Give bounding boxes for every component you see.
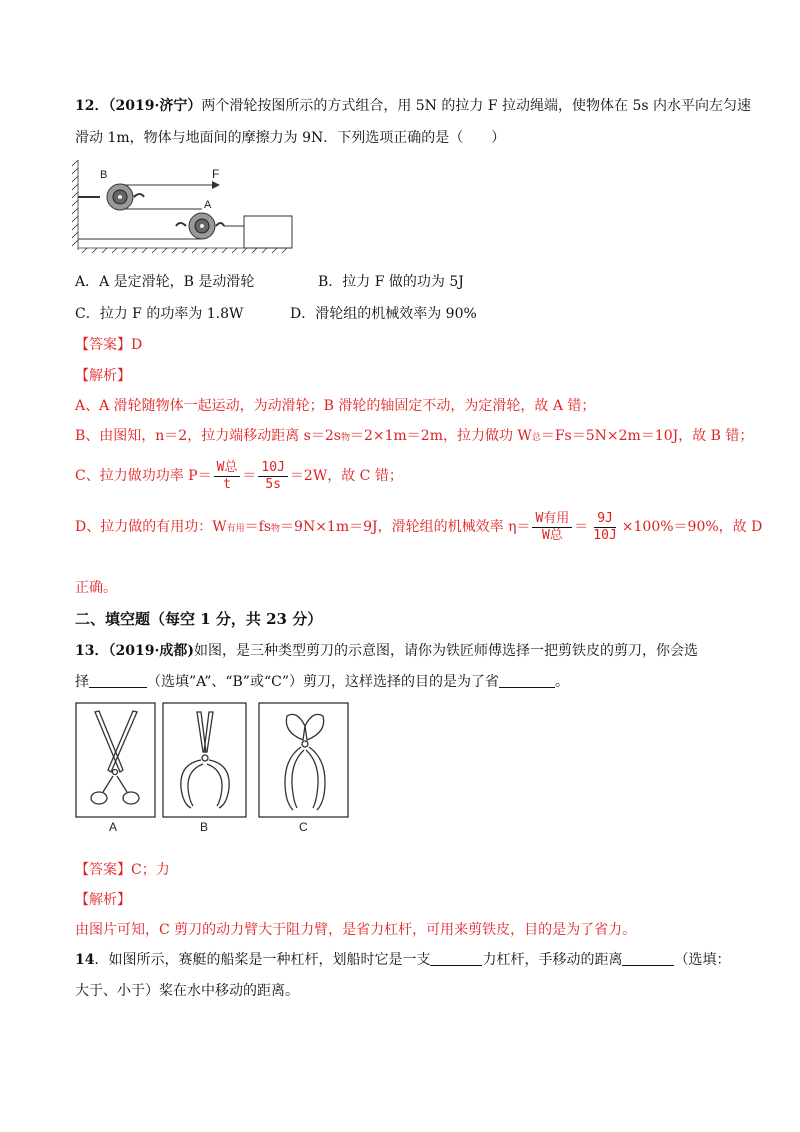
- q12-analysis-d-end: 正确。: [75, 580, 117, 596]
- efficiency-fraction-2: [590, 511, 619, 544]
- q12-text1: 两个滑轮按图所示的方式组合，用 5N 的拉力 F 拉动绳端，使物体在 5s 内水平向左匀速: [201, 98, 751, 114]
- analysis-d-part1: D、拉力做的有用功：W: [75, 519, 227, 535]
- analysis-b-part2: ＝2×1m＝2m，拉力做功 W: [349, 428, 532, 444]
- q13-answer-label: 【答案】: [75, 862, 131, 878]
- pulley-b: [78, 184, 144, 210]
- q13-text2-part1: 择: [75, 674, 89, 690]
- label-scissors-a: A: [109, 820, 118, 834]
- q14-line2: 大于、小于）桨在水中移动的距离。: [75, 983, 299, 999]
- object-block: [244, 216, 292, 248]
- q13-line2: [75, 672, 569, 692]
- analysis-d-part2: ＝fs: [244, 519, 272, 535]
- q13-analysis-label: 【解析】: [75, 892, 131, 908]
- q14-text1-part3: （选填：: [674, 952, 731, 968]
- q13-scissors-figure: [75, 702, 350, 834]
- q12-analysis-c: [75, 456, 403, 496]
- analysis-b-part1: B、由图知，n＝2，拉力端移动距离 s＝2s: [75, 428, 341, 444]
- frame-b: [163, 703, 246, 817]
- label-f: F: [212, 167, 220, 181]
- q12-option-d: D．滑轮组的机械效率为 90%: [290, 306, 477, 322]
- analysis-d-sub2: 物: [271, 524, 281, 534]
- q12-answer-value: D: [131, 337, 143, 353]
- label-a: A: [204, 199, 212, 211]
- q14-text1-part2: 力杠杆，手移动的距离: [482, 952, 623, 968]
- q13-source: （2019·成都): [108, 643, 194, 659]
- q13-text2-part3: 。: [555, 674, 569, 690]
- fraction-numerator: W总: [214, 460, 241, 477]
- analysis-b-part3: ＝Fs＝5N×2m＝10J，故 B 错；: [540, 428, 754, 444]
- fraction-denominator: 10J: [593, 527, 617, 543]
- q12-number: 12．: [75, 98, 109, 114]
- ropes: [78, 185, 244, 239]
- analysis-d-sub1: 有用: [226, 524, 245, 534]
- q13-line1: [75, 641, 698, 661]
- ground-hatch: [78, 248, 292, 253]
- q12-analysis-b: [75, 426, 753, 448]
- analysis-c-equals: ＝: [242, 468, 257, 484]
- q12-analysis-a: A、A 滑轮随物体一起运动，为动滑轮；B 滑轮的轴固定不动，为定滑轮，故 A 错；: [75, 398, 596, 414]
- q13-blank-2[interactable]: [499, 673, 555, 688]
- fraction-denominator: 5s: [265, 476, 281, 492]
- analysis-b-sub1: 物: [340, 433, 350, 443]
- fraction-numerator: 10J: [258, 460, 287, 477]
- fraction-numerator: W有用: [532, 511, 572, 528]
- label-scissors-b: B: [200, 820, 209, 834]
- q13-answer: [75, 860, 170, 880]
- fraction-denominator: W总: [541, 527, 563, 543]
- q13-analysis: 由图片可知，C 剪刀的动力臂大于阻力臂，是省力杠杆，可用来剪铁皮，目的是为了省力。: [75, 922, 637, 938]
- power-fraction-2: [258, 460, 287, 493]
- q12-source: （2019·济宁）: [108, 98, 202, 114]
- q12-line2: 滑动 1m，物体与地面间的摩擦力为 9N．下列选项正确的是（ ）: [75, 130, 506, 146]
- q12-answer-label: 【答案】: [75, 337, 131, 353]
- analysis-b-sub2: 总: [531, 433, 541, 443]
- force-arrow-head: [212, 181, 220, 189]
- q14-text1-part1: ．如图所示，赛艇的船桨是一种杠杆，划船时它是一支: [94, 952, 431, 968]
- fraction-denominator: t: [223, 476, 231, 492]
- efficiency-fraction-1: [532, 511, 572, 544]
- q12-analysis-d: [75, 507, 762, 547]
- q12-option-a: A．A 是定滑轮，B 是动滑轮: [75, 274, 255, 290]
- fraction-numerator: 9J: [594, 511, 616, 528]
- label-scissors-c: C: [299, 820, 308, 834]
- q12-pulley-figure: [72, 160, 297, 255]
- analysis-d-part3: ＝9N×1m＝9J，滑轮组的机械效率 η＝: [280, 519, 531, 535]
- label-b: B: [100, 169, 108, 181]
- frame-c: [259, 703, 348, 817]
- q14-line1: [75, 950, 730, 970]
- q12-analysis-label: 【解析】: [75, 368, 131, 384]
- power-fraction-1: [214, 460, 241, 493]
- analysis-c-part2: ＝2W，故 C 错；: [289, 468, 403, 484]
- q12-answer: [75, 335, 142, 355]
- q14-blank-1[interactable]: [430, 951, 482, 966]
- q12-line1: [75, 96, 751, 116]
- q13-blank-1[interactable]: [89, 673, 147, 688]
- analysis-d-equals: ＝: [574, 519, 589, 535]
- q12-option-c: C．拉力 F 的功率为 1.8W: [75, 306, 244, 322]
- pulley-a: [176, 213, 224, 239]
- analysis-c-part1: C、拉力做功功率 P＝: [75, 468, 212, 484]
- q13-number: 13．: [75, 643, 109, 659]
- q13-text2-part2: （选填”A”、“B”或“C”）剪刀，这样选择的目的是为了省: [147, 674, 499, 690]
- q12-option-b: B．拉力 F 做的功为 5J: [318, 274, 464, 290]
- section-title: 二、填空题（每空 1 分，共 23 分）: [75, 610, 323, 628]
- analysis-d-part4: ×100%＝90%，故 D: [621, 519, 763, 535]
- q14-blank-2[interactable]: [622, 951, 674, 966]
- q13-text1: 如图，是三种类型剪刀的示意图，请你为铁匠师傅选择一把剪铁皮的剪刀，你会选: [193, 643, 698, 659]
- q14-number: 14: [75, 952, 95, 968]
- wall-hatch: [72, 160, 78, 250]
- q13-answer-value: C；力: [131, 862, 170, 878]
